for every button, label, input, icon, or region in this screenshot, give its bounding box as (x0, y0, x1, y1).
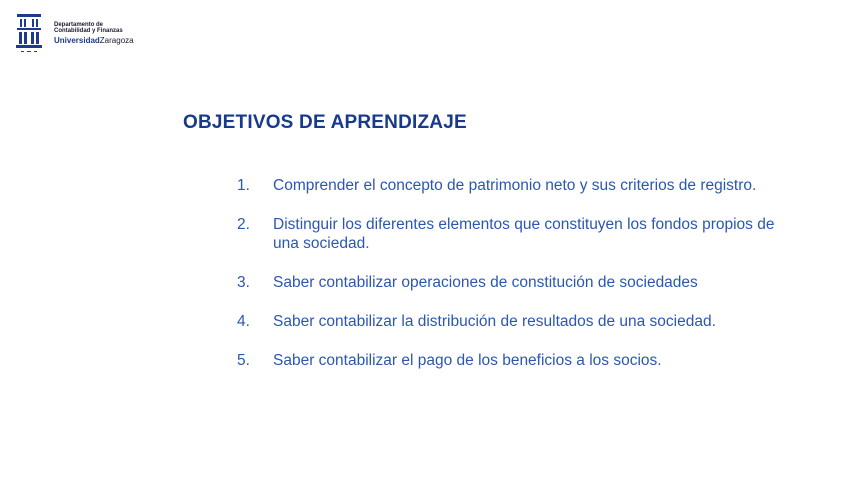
department-block (54, 22, 134, 45)
objective-text: Distinguir los diferentes elementos que constituyen los fondos propios de una sociedad. (273, 216, 775, 252)
objective-item (237, 176, 797, 195)
objective-number: 3. (237, 274, 250, 291)
objective-number: 2. (237, 216, 250, 233)
header (14, 12, 134, 54)
university-building-icon (14, 12, 44, 54)
objective-item (237, 312, 797, 331)
objectives-list (237, 176, 797, 370)
objective-item (237, 273, 797, 292)
university-name (54, 37, 134, 45)
university-name-part2: Zaragoza (99, 35, 134, 45)
university-name-part1: Universidad (54, 35, 100, 45)
objective-text: Saber contabilizar operaciones de constitución de sociedades (273, 274, 698, 291)
department-line-2: Contabilidad y Finanzas (54, 28, 123, 35)
slide-title: OBJETIVOS DE APRENDIZAJE (183, 112, 467, 133)
objective-item (237, 351, 797, 370)
objective-number: 5. (237, 352, 250, 369)
objective-text: Saber contabilizar la distribución de resultados de una sociedad. (273, 313, 716, 330)
department-line-1: Departamento de (54, 22, 104, 28)
objective-text: Comprender el concepto de patrimonio neto y sus criterios de registro. (273, 177, 757, 194)
objective-number: 4. (237, 313, 250, 330)
objective-number: 1. (237, 177, 250, 194)
objective-item (237, 215, 797, 253)
objective-text: Saber contabilizar el pago de los beneficios a los socios. (273, 352, 662, 369)
